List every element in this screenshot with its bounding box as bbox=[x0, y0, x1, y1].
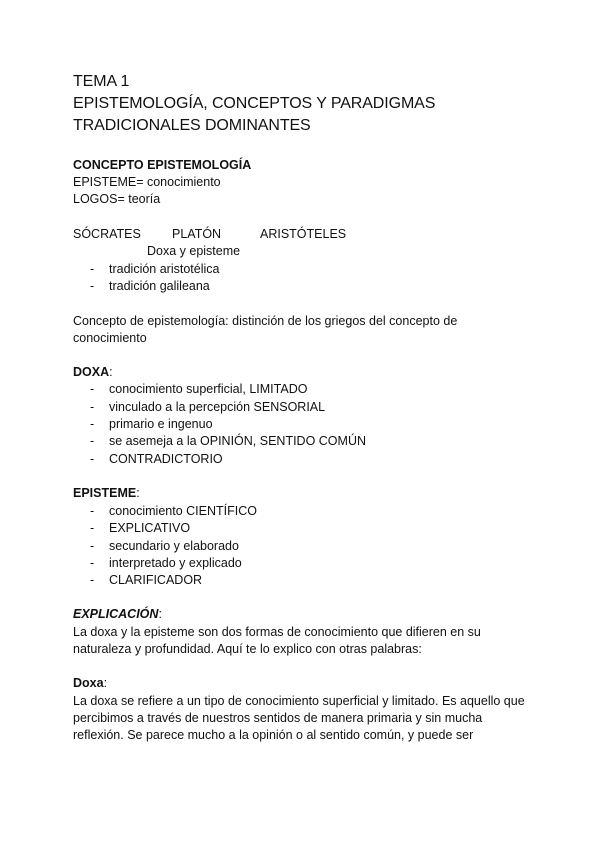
philosopher-aristoteles: ARISTÓTELES bbox=[260, 227, 347, 241]
list-item: - interpretado y explicado bbox=[90, 556, 242, 570]
list-item: - vinculado a la percepción SENSORIAL bbox=[90, 400, 326, 414]
list-item: - conocimiento CIENTÍFICO bbox=[90, 504, 257, 518]
doxa-detail-heading: Doxa: bbox=[73, 676, 108, 690]
concepto-heading: CONCEPTO EPISTEMOLOGÍA bbox=[73, 158, 252, 172]
list-item: - tradición aristotélica bbox=[90, 262, 220, 276]
list-item: - EXPLICATIVO bbox=[90, 521, 191, 535]
philosopher-socrates: SÓCRATES bbox=[73, 227, 141, 241]
list-item: - secundario y elaborado bbox=[90, 539, 239, 553]
list-item: - se asemeja a la OPINIÓN, SENTIDO COMÚN bbox=[90, 434, 367, 448]
list-item: - CONTRADICTORIO bbox=[90, 452, 223, 466]
doxa-detail-paragraph: La doxa se refiere a un tipo de conocimiento superficial y limitado. Es aquello que percibimos a través de nuestros sentidos de manera primaria y sin mucha reflexión. Se parece mucho a la opinión o al sentido común, y puede ser bbox=[73, 694, 525, 742]
topic-title-line-1: EPISTEMOLOGÍA, CONCEPTOS Y PARADIGMAS bbox=[73, 95, 436, 112]
episteme-definition: EPISTEME= conocimiento bbox=[73, 175, 221, 189]
topic-title-line-2: TRADICIONALES DOMINANTES bbox=[73, 117, 311, 134]
list-item: - primario e ingenuo bbox=[90, 417, 213, 431]
list-item: - tradición galileana bbox=[90, 279, 210, 293]
list-item: - conocimiento superficial, LIMITADO bbox=[90, 382, 308, 396]
list-item: - CLARIFICADOR bbox=[90, 573, 203, 587]
philosopher-platon: PLATÓN bbox=[172, 227, 222, 241]
concepto-paragraph: Concepto de epistemología: distinción de los griegos del concepto de conocimiento bbox=[73, 314, 458, 345]
explicacion-heading: EXPLICACIÓN: bbox=[73, 607, 162, 621]
explicacion-paragraph: La doxa y la episteme son dos formas de conocimiento que difieren en su naturaleza y profundidad. Aquí te lo explico con otras palabras: bbox=[73, 625, 481, 656]
topic-number: TEMA 1 bbox=[73, 73, 130, 90]
philosophers-row bbox=[73, 226, 373, 243]
doxa-heading: DOXA: bbox=[73, 365, 113, 379]
logos-definition: LOGOS= teoría bbox=[73, 192, 161, 206]
episteme-heading: EPISTEME: bbox=[73, 486, 140, 500]
doxa-episteme-label: Doxa y episteme bbox=[147, 244, 241, 258]
